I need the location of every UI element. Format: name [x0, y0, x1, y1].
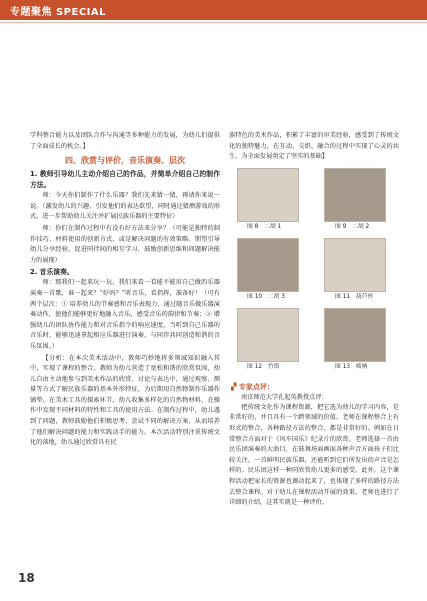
left-intro-paragraph: 学科整合能力以及团队合作与沟通等多种能力的发展，为幼儿们提供了全面成长的机会。】 — [30, 132, 220, 150]
header-rule — [0, 22, 427, 23]
section-heading: 四、欣赏与评价，音乐演奏、层次 — [65, 156, 185, 166]
caption-13: 图 13 唢呐 — [335, 363, 368, 370]
left-column — [30, 131, 220, 450]
caption-9: 图 9 二胡 2 — [335, 223, 370, 230]
caption-12: 图 12 竹笛 — [247, 363, 280, 370]
expert-title-text: 专家点评： — [238, 382, 274, 391]
expert-review-title — [231, 382, 399, 393]
header-band — [0, 0, 427, 20]
dialogue-3: 师：那我们一起来玩一玩，我们来看一看能不能用自己做的乐器演奏一首歌，谁一起来？“好吗？”听音乐，看指挥，准备好！（可有两个层次：① 培养幼儿的节奏感和音乐表现力，通过随音乐做乐器演奏动作，使他们能够更好地融入音乐，感受音乐的韵律和节奏；② 增强幼儿的团队协作能力和对音乐指令的响应速度，当听到自己乐器的音乐时，能够迅速拿起相应乐器进行演奏，与同伴共同创造和谐的音乐氛围。） — [30, 279, 220, 350]
analysis-paragraph: 【分析：在本次美术活动中，教师巧妙地将多领域知识融入其中，实现了课程的整合。教师为幼儿营造了宽松和谐的欣赏氛围，幼儿自由主动地参与到美术作品的欣赏、讨论与表达中，通过观察、测量等方式了解民族乐器的基本外形特征，为后期用自然物制作乐器作铺垫。在美术工具的探索环节，幼儿收集多样化的自然物材料，在操作中发现不同材料的特性和工具的使用方法。在制作过程中，幼儿遇到了问题，教师鼓励他们积极思考、尝试不同的解决方案，从而培养了他们解决问题的能力和实践动手的能力。本次活动特别注重传统文化的落地，幼儿通过欣赏具有民 — [30, 354, 220, 447]
photo-erhu-1 — [237, 168, 299, 222]
photo-grid — [229, 168, 399, 380]
expert-name: 南京师范大学孔起英教授点评： — [241, 393, 328, 401]
photo-hulusi — [324, 238, 386, 292]
subheading-2: 2. 音乐演奏。 — [30, 268, 74, 277]
expert-comment: 把传统文化作为课程资源，把它选为幼儿的学习内容，是非常好的，并且具有一个跨领域的价值。老师在课程整合上有形式的整合，各种路径方法的整合，都是非常好的。例如在日常整合方面对于《风车国乐》纪录片的欣赏。老师选择一首由民乐团演奏的大曲目，在鼓舞场面画面各种声音方面孩子们比较关注，一首鲜明民族乐器，还能听到它们所发出的声音是怎样的。民乐团这样一种同欣赏幼儿更多的感受。此外，这个课程活动把家长的资源也调动起来了，也体现了多样的路径方法去整合课程。对于幼儿在课程活动开展的效果，老师也进行了详细的介绍，这其实就是一种评价。 — [229, 403, 399, 507]
photo-suona — [324, 308, 386, 362]
right-intro-paragraph: 族特色的美术作品，积累了丰富的审美经验，感受到了传统文化的独特魅力，在互动、交织、融合的过程中实现了心灵的共生，为全面发展奠定了坚实的基础】 — [229, 132, 399, 161]
dialogue-1: 师：今天你们制作了什么乐器？我们先来猜一猜，再请你来说一说。（激发幼儿的兴趣，引发他们的表达欲望，同时通过猜测游戏的形式，进一步帮助幼儿关注并扩展民族乐器的主要特征） — [30, 192, 220, 221]
photo-erhu-2 — [324, 168, 386, 222]
speech-bubble-icon: ▞ — [231, 382, 239, 391]
page-number: 18 — [18, 571, 35, 585]
caption-11: 图 11 葫芦丝 — [335, 293, 374, 300]
caption-10: 图 10 二胡 3 — [247, 293, 285, 300]
right-column — [229, 131, 399, 510]
photo-dizi — [237, 308, 299, 362]
section-label: 专题聚焦 SPECIAL — [10, 7, 107, 18]
dialogue-2: 师：你们在制作过程中有没有好方法来分享？（可能是独特的制作技巧、材料使用的创新方式、或是解决问题的有效策略。期望引导幼儿分享经验，促进同伴间的相互学习，鼓励创新思维和问题解决能力的展现） — [30, 224, 220, 264]
caption-8: 图 8 二胡 1 — [247, 223, 282, 230]
subheading-1: 1. 教师引导幼儿主动介绍自己的作品，并简单介绍自己的制作方法。 — [30, 170, 220, 190]
photo-erhu-3 — [237, 238, 299, 292]
